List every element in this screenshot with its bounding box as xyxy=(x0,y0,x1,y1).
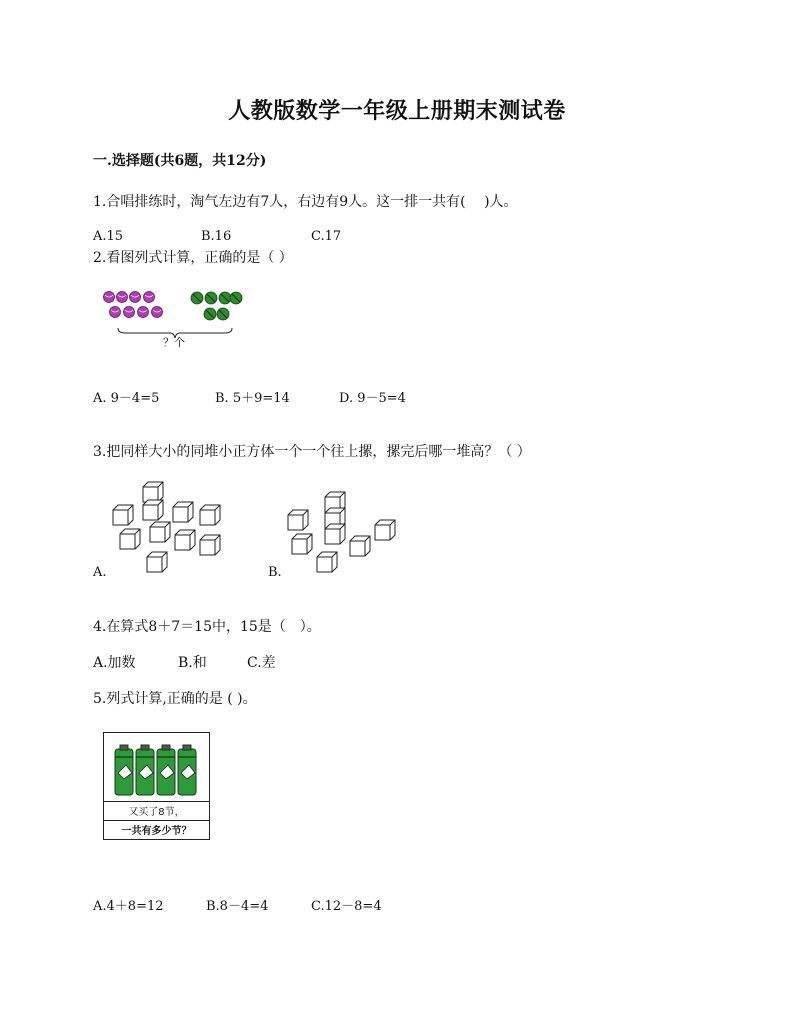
q2-option-a[interactable]: A. 9－4=5 xyxy=(93,391,160,406)
battery-icons xyxy=(112,743,202,799)
q2-figure-label: ？个 xyxy=(163,336,185,349)
q2-option-d[interactable]: D. 9－5=4 xyxy=(339,391,406,406)
q3-cubes-figure-b xyxy=(285,490,405,575)
q1-option-c[interactable]: C.17 xyxy=(311,229,342,244)
q5-box-line-1: 又买了8节， xyxy=(128,807,185,818)
q3-cubes-figure-a xyxy=(110,480,230,575)
q3-option-b[interactable]: B. xyxy=(268,565,282,580)
question-1-text: 1.合唱排练时，淘气左边有7人，右边有9人。这一排一共有( )人。 xyxy=(93,194,518,210)
q5-figure-box xyxy=(103,732,210,840)
q5-option-a[interactable]: A.4＋8=12 xyxy=(93,899,164,914)
page-title: 人教版数学一年级上册期末测试卷 xyxy=(228,98,566,124)
q5-option-c[interactable]: C.12－8=4 xyxy=(311,899,382,914)
q5-box-line-2: 一共有多少节？ xyxy=(121,826,192,837)
q3-option-a[interactable]: A. xyxy=(93,565,107,580)
q4-option-a[interactable]: A.加数 xyxy=(93,655,136,671)
q1-option-a[interactable]: A.15 xyxy=(93,229,124,244)
question-4-text: 4.在算式8＋7＝15中，15是（ ）。 xyxy=(93,619,321,635)
q1-option-b[interactable]: B.16 xyxy=(201,229,232,244)
section-heading: 一.选择题(共6题，共12分) xyxy=(93,153,267,169)
question-3-text: 3.把同样大小的同堆小正方体一个一个往上摞，摞完后哪一堆高？（ ） xyxy=(93,444,531,460)
q4-option-b[interactable]: B.和 xyxy=(178,655,207,671)
q5-option-b[interactable]: B.8－4=4 xyxy=(206,899,269,914)
q4-option-c[interactable]: C.差 xyxy=(247,655,276,671)
question-2-text: 2.看图列式计算，正确的是（ ） xyxy=(93,250,293,266)
question-5-text: 5.列式计算,正确的是 ( )。 xyxy=(93,691,257,707)
q2-option-b[interactable]: B. 5＋9=14 xyxy=(215,391,290,406)
